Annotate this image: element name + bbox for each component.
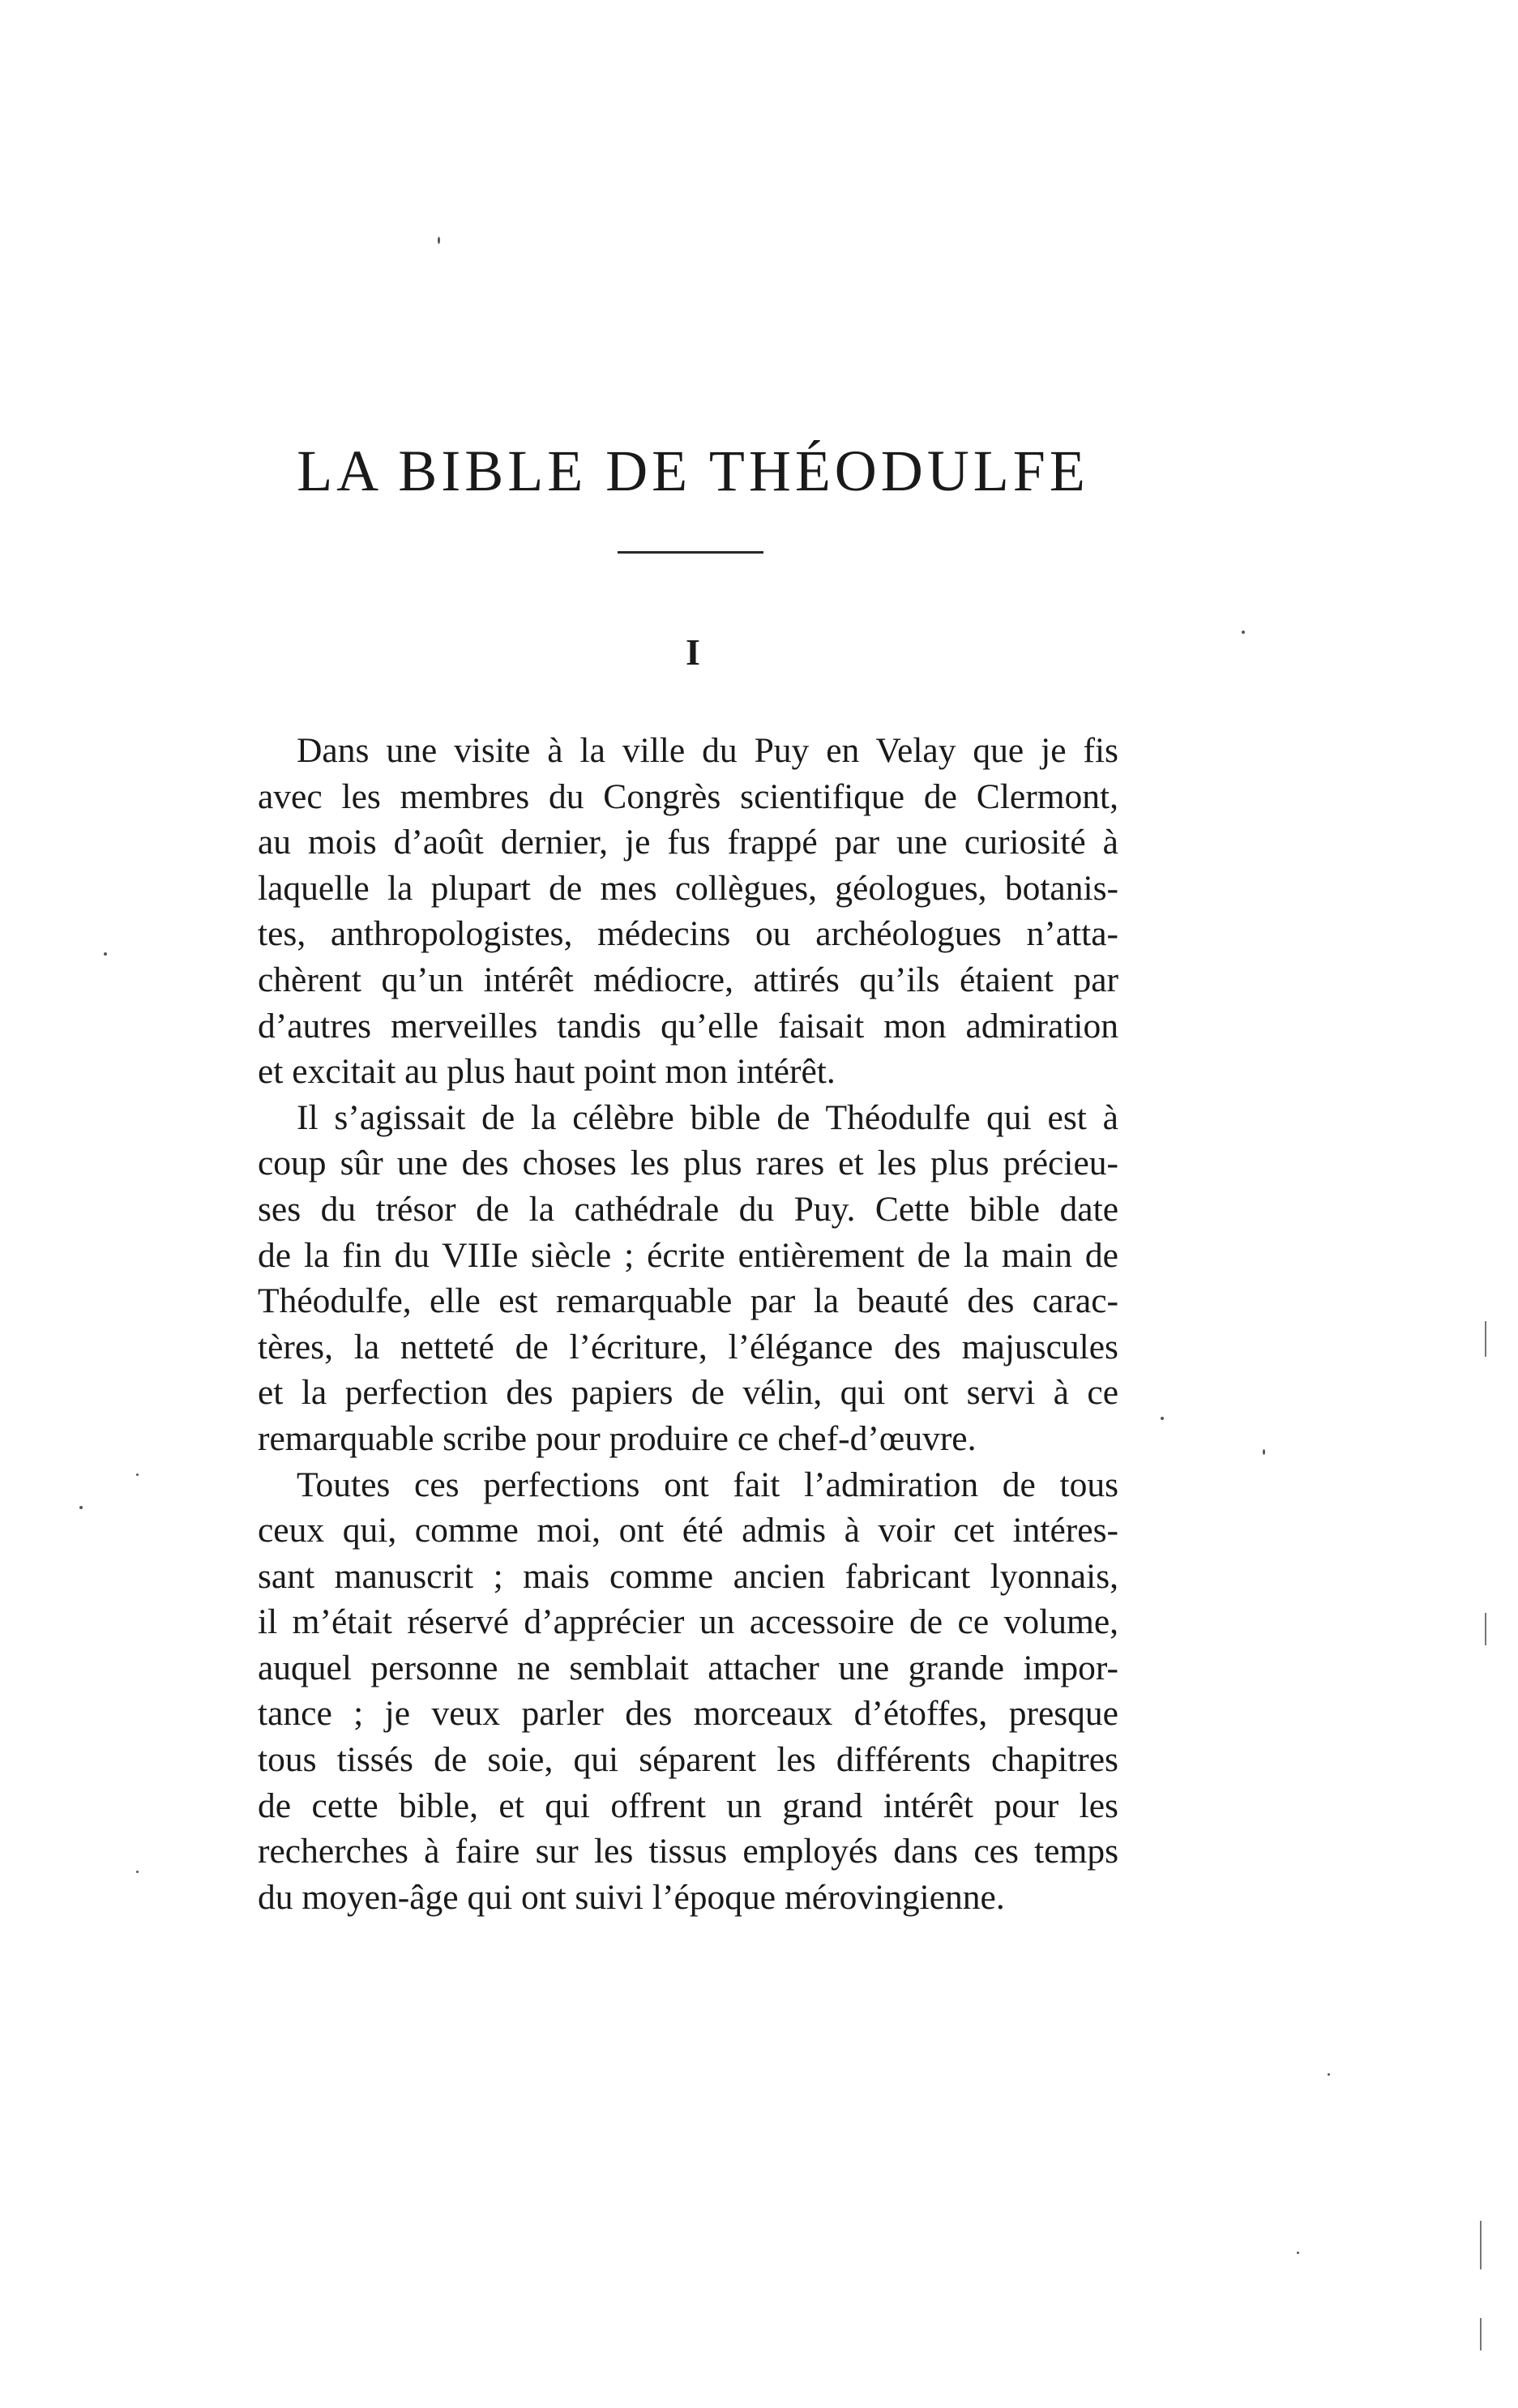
paragraph-3 [258,1462,1118,1921]
page-title: LA BIBLE DE THÉODULFE [297,438,1089,503]
text-line: avec les membres du Congrès scientifique de Clermont, [258,776,1118,816]
text-line: Dans une visite à la ville du Puy en Velay que je fis [297,731,1118,770]
text-line: de la fin du VIIIe siècle ; écrite entièrement de la main de [258,1235,1118,1275]
text-line: remarquable scribe pour produire ce chef-d’œuvre. [258,1418,977,1458]
scan-edge-mark [1485,1321,1486,1357]
body-text [258,728,1118,1920]
text-line: et excitait au plus haut point mon intérêt. [258,1052,836,1092]
text-line: sant manuscrit ; mais comme ancien fabricant lyonnais, [258,1556,1118,1596]
paragraph-1 [258,728,1118,1095]
scan-speck [104,952,107,956]
text-line: ses du trésor de la cathédrale du Puy. Cette bible date [258,1189,1118,1229]
text-line: d’autres merveilles tandis qu’elle faisait mon admiration [258,1006,1118,1046]
text-line: tous tissés de soie, qui séparent les différents chapitres [258,1740,1118,1780]
text-line: tères, la netteté de l’écriture, l’élégance des majuscules [258,1327,1118,1367]
text-line: recherches à faire sur les tissus employés dans ces temps [258,1832,1118,1871]
text-line: il m’était réservé d’apprécier un accessoire de ce volume, [258,1602,1118,1642]
text-line: du moyen-âge qui ont suivi l’époque mérovingienne. [258,1877,1005,1917]
scan-edge-mark [1480,2318,1482,2350]
text-line: de cette bible, et qui offrent un grand intérêt pour les [258,1786,1118,1825]
text-line: coup sûr une des choses les plus rares et les plus précieu- [258,1144,1118,1183]
scan-edge-mark [1480,2221,1482,2269]
scan-speck [136,1473,139,1476]
text-line: Il s’agissait de la célèbre bible de Théodulfe qui est à [297,1097,1118,1137]
title-divider [618,551,763,554]
text-line: tance ; je veux parler des morceaux d’étoffes, presque [258,1694,1118,1734]
section-numeral: I [686,631,700,673]
scan-speck [79,1506,83,1509]
text-line: et la perfection des papiers de vélin, qui ont servi à ce [258,1373,1118,1413]
text-line: ceux qui, comme moi, ont été admis à voir cet intéres- [258,1511,1118,1550]
scan-speck [1242,631,1245,634]
text-line: Toutes ces perfections ont fait l’admiration de tous [297,1465,1118,1504]
text-line: tes, anthropologistes, médecins ou archéologues n’atta- [258,914,1118,954]
scan-speck [438,237,440,244]
scan-edge-mark [1485,1613,1486,1645]
paragraph-2 [258,1095,1118,1462]
scan-speck [1297,2252,1299,2254]
text-line: laquelle la plupart de mes collègues, géologues, botanis- [258,868,1118,908]
text-line: auquel personne ne semblait attacher une grande impor- [258,1648,1118,1687]
scan-speck [1328,2073,1330,2076]
scan-speck [1263,1449,1265,1455]
scan-speck [1161,1417,1164,1420]
text-line: chèrent qu’un intérêt médiocre, attirés qu’ils étaient par [258,960,1118,999]
text-line: au mois d’août dernier, je fus frappé par une curiosité à [258,823,1118,862]
scan-speck [136,1871,139,1873]
text-line: Théodulfe, elle est remarquable par la beauté des carac- [258,1281,1118,1321]
